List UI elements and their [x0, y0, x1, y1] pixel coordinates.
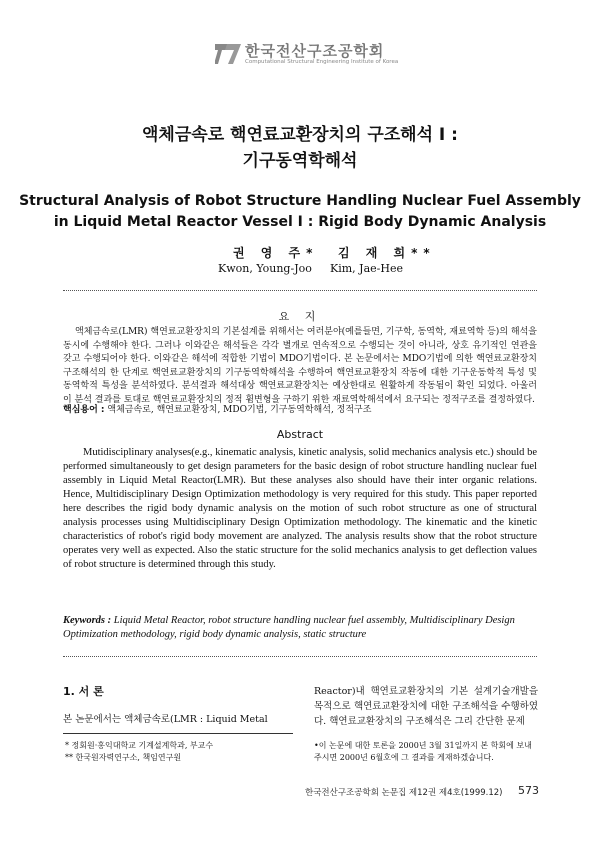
footnote-discussion: •이 논문에 대한 토론을 2000년 3월 31일까지 본 학회에 보내주시면 2000년 6월호에 그 결과를 게재하겠습니다. [314, 741, 532, 762]
abstract-text: Mutidisciplinary analyses(e.g., kinematic analysis, kinetic analysis, solid mechanics analysis etc.) should be performed simultaneously to get design parameters for the basic design of robot structure handling nuclear fuel assembly in Liquid Metal Reactor(LMR). But these analyses also should have their inter organic relations. Hence, Multidisciplinary Design Optimization methodology is very required for this study. This paper reported here describes the rigid body dynamic analysis on the motion of such robot structure as one of structural analysis processes using Multidisciplinary Design Optimization methodology. The kinematic and the kinetic characteristics of robot's rigid body movement are analyzed. The analysis results show that the robot structure operates very well as expected. Also the static structure for the solid mechanics analysis to get deflection values of robot structure is determined through this study. [63, 447, 537, 570]
body-right-text: Reactor)내 핵연료교환장치의 기본 설계기술개발을 목적으로 핵연료교환장치에 대한 구조해석을 수행하였다. 핵연료교환장치의 구조해석은 그리 간단한 문제 [314, 686, 538, 727]
title-en-line1: Structural Analysis of Robot Structure Handling Nuclear Fuel Assembly [19, 193, 581, 209]
divider [63, 290, 537, 291]
society-name-ko: 한국전산구조공학회 [245, 42, 385, 60]
title-ko-line2: 기구동역학해석 [242, 151, 358, 171]
summary-keywords-text: 액체금속로, 핵연료교환장치, MDO기법, 기구동역학해석, 정적구조 [107, 405, 372, 415]
footnote-1: * 정회원·홍익대학교 기계설계학과, 부교수 [65, 741, 214, 750]
summary-heading: 요 지 [278, 310, 322, 323]
body-left-text: 본 논문에서는 액체금속로(LMR : Liquid Metal [63, 714, 268, 725]
summary-body [63, 326, 537, 407]
abstract-keywords-text: Liquid Metal Reactor, robot structure handling nuclear fuel assembly, Multidisciplinary Design Optimization methodology, rigid body dynamic analysis, static structure [63, 615, 515, 640]
abstract-keywords-label: Keywords : [63, 615, 112, 626]
summary-keywords-label: 핵심용어 : [63, 405, 105, 415]
abstract-body [63, 446, 537, 572]
footnotes-left [65, 740, 295, 764]
abstract-heading: Abstract [276, 428, 324, 441]
author-2-en: Kim, Jae-Hee [330, 262, 403, 275]
title-ko-line1: 액체금속로 핵연료교환장치의 구조해석 I : [142, 125, 458, 145]
footnote-rule [63, 733, 293, 734]
divider [63, 656, 537, 657]
author-2-ko: 김 재 희** [338, 246, 436, 260]
section-title: 1. 서 론 [63, 685, 104, 698]
society-logo [215, 40, 399, 70]
society-logo-icon [215, 42, 241, 66]
footnote-2: ** 한국원자력연구소, 책임연구원 [65, 753, 182, 762]
author-1-en: Kwon, Young-Joo [218, 262, 312, 275]
author-1-ko: 권 영 주* [233, 246, 319, 260]
abstract-keywords [63, 614, 537, 642]
journal-citation: 한국전산구조공학회 논문집 제12권 제4호(1999.12) [305, 788, 503, 798]
summary-text: 액체금속로(LMR) 핵연료교환장치의 기본설계를 위해서는 여러분야(예를들면, 기구학, 동역학, 재료역학 등)의 해석을 동시에 수행해야 한다. 그러나 이와같은 해석들은 각각 별개로 연속적으로 수행되는 것이 아니라, 상호 유기적인 연관을 갖고 수행되어야 한다. 이와같은 해석에 적합한 기법이 MDO기법이다. 본 논문에서는 MDO기법에 의한 핵연료교환장치 구조해석의 한 단계로 핵연료교환장치의 기구동역학해석을 수행하여 핵연료교환장치 작동에 대한 기구운동학적 특성 및 동역학적 특성을 분석하였다. 분석결과 해석대상 핵연료교환장치는 예상한대로 원활하게 작동됨이 확인 되었다. 아울러 이 분석 결과를 토대로 핵연료교환장치의 정적 휨변형을 구하기 위한 재료역학해석에서 요구되는 정적구조를 결정하였다. [63, 327, 537, 405]
society-name-en: Computational Structural Engineering Institute of Korea [245, 59, 399, 65]
summary-keywords [63, 404, 537, 418]
title-en-line2: in Liquid Metal Reactor Vessel I : Rigid Body Dynamic Analysis [53, 214, 547, 230]
page-number: 573 [518, 784, 539, 797]
